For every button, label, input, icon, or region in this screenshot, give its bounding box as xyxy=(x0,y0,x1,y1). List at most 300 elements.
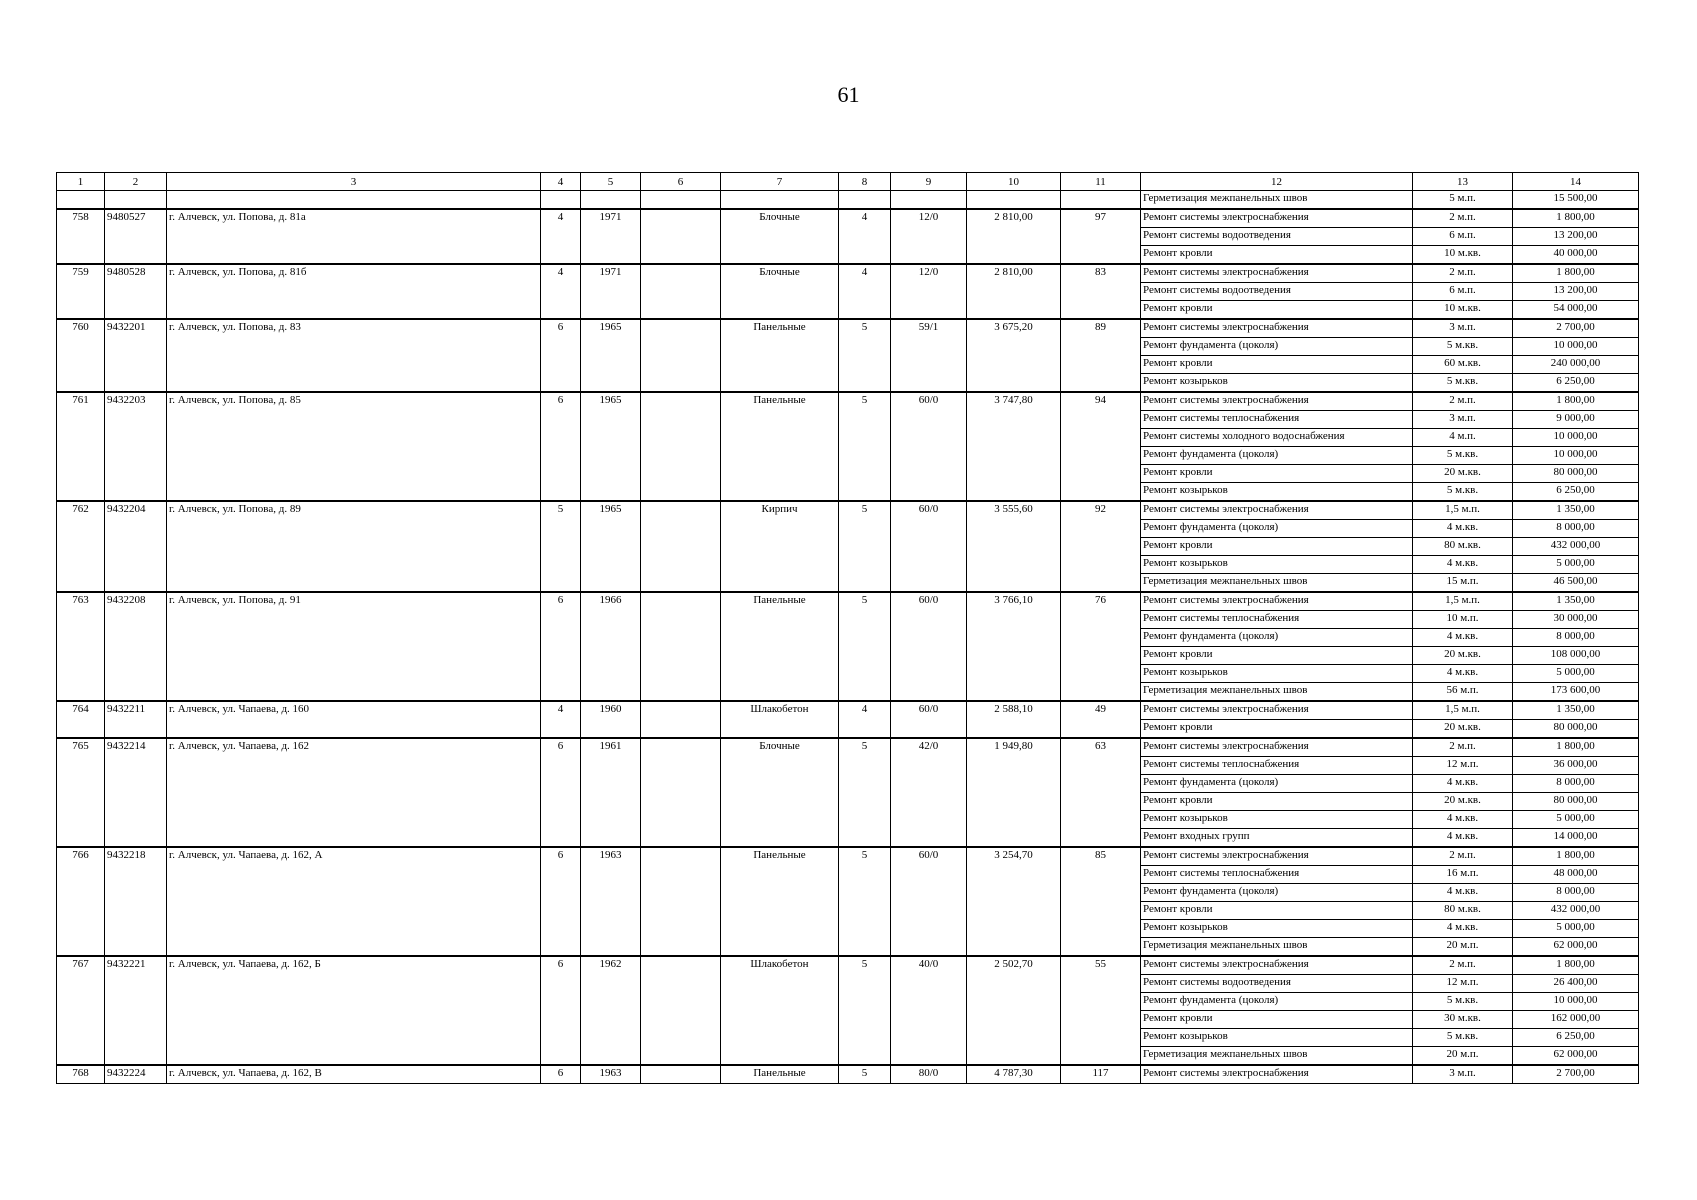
building-wall-material: Шлакобетон xyxy=(721,701,839,738)
building-floors: 5 xyxy=(839,847,891,956)
building-area: 3 747,80 xyxy=(967,392,1061,501)
building-col6-value xyxy=(641,701,721,738)
building-area: 2 810,00 xyxy=(967,264,1061,319)
work-cost: 13 200,00 xyxy=(1513,228,1639,246)
work-name: Ремонт козырьков xyxy=(1141,920,1413,938)
table-body xyxy=(57,191,1639,1084)
building-col9-value: 60/0 xyxy=(891,501,967,592)
building-number: 767 xyxy=(57,956,105,1065)
work-cost: 13 200,00 xyxy=(1513,283,1639,301)
column-header-8: 8 xyxy=(839,173,891,191)
work-cost: 36 000,00 xyxy=(1513,757,1639,775)
work-volume: 4 м.кв. xyxy=(1413,884,1513,902)
work-cost: 80 000,00 xyxy=(1513,720,1639,739)
building-floors: 5 xyxy=(839,501,891,592)
building-col6-value xyxy=(641,592,721,701)
work-name: Ремонт кровли xyxy=(1141,465,1413,483)
work-cost: 80 000,00 xyxy=(1513,465,1639,483)
building-number: 763 xyxy=(57,592,105,701)
building-year: 1971 xyxy=(581,264,641,319)
building-year: 1965 xyxy=(581,319,641,392)
work-cost: 10 000,00 xyxy=(1513,993,1639,1011)
work-name: Герметизация межпанельных швов xyxy=(1141,574,1413,593)
work-name: Ремонт системы водоотведения xyxy=(1141,975,1413,993)
table-row xyxy=(57,956,1639,975)
building-floors: 5 xyxy=(839,956,891,1065)
building-address: г. Алчевск, ул. Попова, д. 81а xyxy=(167,209,541,264)
column-header-1: 1 xyxy=(57,173,105,191)
building-year: 1965 xyxy=(581,392,641,501)
building-floors: 4 xyxy=(839,264,891,319)
work-cost: 8 000,00 xyxy=(1513,629,1639,647)
work-volume: 4 м.кв. xyxy=(1413,829,1513,848)
building-col9-value: 59/1 xyxy=(891,319,967,392)
work-volume: 3 м.п. xyxy=(1413,319,1513,338)
building-address: г. Алчевск, ул. Чапаева, д. 162, В xyxy=(167,1065,541,1084)
empty-cell xyxy=(57,191,105,210)
building-address: г. Алчевск, ул. Чапаева, д. 162 xyxy=(167,738,541,847)
building-address: г. Алчевск, ул. Попова, д. 89 xyxy=(167,501,541,592)
work-name: Ремонт кровли xyxy=(1141,647,1413,665)
building-col4-value: 4 xyxy=(541,264,581,319)
building-year: 1966 xyxy=(581,592,641,701)
building-col9-value: 60/0 xyxy=(891,392,967,501)
work-volume: 4 м.кв. xyxy=(1413,920,1513,938)
work-volume: 20 м.п. xyxy=(1413,1047,1513,1066)
building-col4-value: 6 xyxy=(541,847,581,956)
building-wall-material: Блочные xyxy=(721,209,839,264)
work-volume: 60 м.кв. xyxy=(1413,356,1513,374)
building-col6-value xyxy=(641,956,721,1065)
building-wall-material: Панельные xyxy=(721,1065,839,1084)
work-volume: 56 м.п. xyxy=(1413,683,1513,702)
column-header-10: 10 xyxy=(967,173,1061,191)
work-cost: 62 000,00 xyxy=(1513,1047,1639,1066)
work-name: Ремонт кровли xyxy=(1141,356,1413,374)
work-name: Герметизация межпанельных швов xyxy=(1141,191,1413,210)
building-col11-value: 83 xyxy=(1061,264,1141,319)
building-address: г. Алчевск, ул. Попова, д. 81б xyxy=(167,264,541,319)
work-name: Ремонт козырьков xyxy=(1141,1029,1413,1047)
work-volume: 5 м.кв. xyxy=(1413,1029,1513,1047)
work-volume: 20 м.кв. xyxy=(1413,720,1513,739)
work-name: Ремонт системы электроснабжения xyxy=(1141,392,1413,411)
work-volume: 15 м.п. xyxy=(1413,574,1513,593)
work-cost: 10 000,00 xyxy=(1513,447,1639,465)
building-code: 9432224 xyxy=(105,1065,167,1084)
work-name: Ремонт фундамента (цоколя) xyxy=(1141,993,1413,1011)
building-number: 768 xyxy=(57,1065,105,1084)
work-name: Ремонт системы теплоснабжения xyxy=(1141,611,1413,629)
building-col11-value: 117 xyxy=(1061,1065,1141,1084)
building-col4-value: 6 xyxy=(541,319,581,392)
building-address: г. Алчевск, ул. Чапаева, д. 160 xyxy=(167,701,541,738)
table-row xyxy=(57,592,1639,611)
building-code: 9432221 xyxy=(105,956,167,1065)
work-cost: 10 000,00 xyxy=(1513,338,1639,356)
work-name: Ремонт козырьков xyxy=(1141,483,1413,502)
building-wall-material: Панельные xyxy=(721,319,839,392)
building-floors: 5 xyxy=(839,319,891,392)
work-cost: 1 800,00 xyxy=(1513,956,1639,975)
work-cost: 1 800,00 xyxy=(1513,209,1639,228)
work-cost: 5 000,00 xyxy=(1513,665,1639,683)
empty-cell xyxy=(839,191,891,210)
work-volume: 10 м.кв. xyxy=(1413,301,1513,320)
building-wall-material: Кирпич xyxy=(721,501,839,592)
work-name: Ремонт кровли xyxy=(1141,246,1413,265)
table-row xyxy=(57,209,1639,228)
work-cost: 30 000,00 xyxy=(1513,611,1639,629)
column-header-2: 2 xyxy=(105,173,167,191)
work-volume: 4 м.кв. xyxy=(1413,556,1513,574)
building-area: 3 766,10 xyxy=(967,592,1061,701)
work-volume: 4 м.кв. xyxy=(1413,811,1513,829)
table-row xyxy=(57,264,1639,283)
work-name: Герметизация межпанельных швов xyxy=(1141,938,1413,957)
work-name: Ремонт системы электроснабжения xyxy=(1141,847,1413,866)
table-row xyxy=(57,501,1639,520)
building-code: 9432218 xyxy=(105,847,167,956)
work-name: Ремонт системы теплоснабжения xyxy=(1141,411,1413,429)
work-volume: 4 м.кв. xyxy=(1413,665,1513,683)
building-wall-material: Блочные xyxy=(721,738,839,847)
column-header-11: 11 xyxy=(1061,173,1141,191)
empty-cell xyxy=(967,191,1061,210)
work-cost: 9 000,00 xyxy=(1513,411,1639,429)
work-volume: 1,5 м.п. xyxy=(1413,501,1513,520)
empty-cell xyxy=(541,191,581,210)
work-name: Ремонт фундамента (цоколя) xyxy=(1141,338,1413,356)
work-volume: 5 м.кв. xyxy=(1413,374,1513,393)
empty-cell xyxy=(721,191,839,210)
work-cost: 5 000,00 xyxy=(1513,556,1639,574)
work-name: Ремонт фундамента (цоколя) xyxy=(1141,775,1413,793)
header-row xyxy=(57,173,1639,191)
work-name: Ремонт козырьков xyxy=(1141,665,1413,683)
table-row xyxy=(57,847,1639,866)
building-code: 9432208 xyxy=(105,592,167,701)
building-floors: 5 xyxy=(839,1065,891,1084)
empty-cell xyxy=(641,191,721,210)
work-volume: 12 м.п. xyxy=(1413,975,1513,993)
work-cost: 46 500,00 xyxy=(1513,574,1639,593)
building-area: 1 949,80 xyxy=(967,738,1061,847)
work-volume: 3 м.п. xyxy=(1413,411,1513,429)
column-header-6: 6 xyxy=(641,173,721,191)
work-volume: 16 м.п. xyxy=(1413,866,1513,884)
work-volume: 20 м.кв. xyxy=(1413,647,1513,665)
work-volume: 80 м.кв. xyxy=(1413,902,1513,920)
building-floors: 5 xyxy=(839,592,891,701)
building-col4-value: 5 xyxy=(541,501,581,592)
building-number: 760 xyxy=(57,319,105,392)
page-number: 61 xyxy=(837,82,860,107)
work-name: Ремонт системы электроснабжения xyxy=(1141,209,1413,228)
work-volume: 5 м.кв. xyxy=(1413,993,1513,1011)
building-col11-value: 92 xyxy=(1061,501,1141,592)
work-name: Ремонт кровли xyxy=(1141,301,1413,320)
building-year: 1960 xyxy=(581,701,641,738)
building-floors: 5 xyxy=(839,392,891,501)
work-name: Ремонт кровли xyxy=(1141,538,1413,556)
work-volume: 10 м.п. xyxy=(1413,611,1513,629)
work-cost: 1 800,00 xyxy=(1513,738,1639,757)
work-volume: 2 м.п. xyxy=(1413,209,1513,228)
column-header-3: 3 xyxy=(167,173,541,191)
work-cost: 1 350,00 xyxy=(1513,501,1639,520)
work-volume: 20 м.п. xyxy=(1413,938,1513,957)
empty-cell xyxy=(891,191,967,210)
work-volume: 3 м.п. xyxy=(1413,1065,1513,1084)
building-code: 9432203 xyxy=(105,392,167,501)
building-year: 1962 xyxy=(581,956,641,1065)
building-col4-value: 4 xyxy=(541,701,581,738)
building-number: 761 xyxy=(57,392,105,501)
work-volume: 4 м.кв. xyxy=(1413,520,1513,538)
work-name: Ремонт фундамента (цоколя) xyxy=(1141,520,1413,538)
building-col6-value xyxy=(641,392,721,501)
work-name: Герметизация межпанельных швов xyxy=(1141,683,1413,702)
work-volume: 4 м.кв. xyxy=(1413,775,1513,793)
building-number: 765 xyxy=(57,738,105,847)
building-year: 1963 xyxy=(581,847,641,956)
building-code: 9432214 xyxy=(105,738,167,847)
building-col4-value: 6 xyxy=(541,392,581,501)
building-col11-value: 94 xyxy=(1061,392,1141,501)
building-col6-value xyxy=(641,1065,721,1084)
building-wall-material: Панельные xyxy=(721,847,839,956)
work-cost: 8 000,00 xyxy=(1513,520,1639,538)
work-volume: 5 м.кв. xyxy=(1413,338,1513,356)
table-row xyxy=(57,1065,1639,1084)
column-header-5: 5 xyxy=(581,173,641,191)
building-col9-value: 12/0 xyxy=(891,264,967,319)
building-col9-value: 40/0 xyxy=(891,956,967,1065)
work-name: Ремонт системы электроснабжения xyxy=(1141,956,1413,975)
building-col11-value: 55 xyxy=(1061,956,1141,1065)
table-row xyxy=(57,191,1639,210)
empty-cell xyxy=(581,191,641,210)
building-year: 1961 xyxy=(581,738,641,847)
building-code: 9432201 xyxy=(105,319,167,392)
work-cost: 40 000,00 xyxy=(1513,246,1639,265)
work-volume: 1,5 м.п. xyxy=(1413,592,1513,611)
building-col11-value: 63 xyxy=(1061,738,1141,847)
building-col4-value: 6 xyxy=(541,592,581,701)
work-cost: 8 000,00 xyxy=(1513,884,1639,902)
building-col11-value: 76 xyxy=(1061,592,1141,701)
work-volume: 20 м.кв. xyxy=(1413,465,1513,483)
building-wall-material: Панельные xyxy=(721,592,839,701)
building-col4-value: 4 xyxy=(541,209,581,264)
work-volume: 4 м.п. xyxy=(1413,429,1513,447)
column-header-7: 7 xyxy=(721,173,839,191)
work-cost: 15 500,00 xyxy=(1513,191,1639,210)
work-cost: 2 700,00 xyxy=(1513,319,1639,338)
building-floors: 4 xyxy=(839,209,891,264)
building-address: г. Алчевск, ул. Чапаева, д. 162, Б xyxy=(167,956,541,1065)
work-volume: 10 м.кв. xyxy=(1413,246,1513,265)
repair-registry-table xyxy=(56,172,1639,1084)
building-col4-value: 6 xyxy=(541,956,581,1065)
work-name: Ремонт системы электроснабжения xyxy=(1141,592,1413,611)
work-volume: 6 м.п. xyxy=(1413,228,1513,246)
work-cost: 5 000,00 xyxy=(1513,920,1639,938)
work-volume: 2 м.п. xyxy=(1413,738,1513,757)
work-volume: 5 м.кв. xyxy=(1413,483,1513,502)
work-name: Ремонт системы электроснабжения xyxy=(1141,264,1413,283)
table-row xyxy=(57,392,1639,411)
building-col6-value xyxy=(641,847,721,956)
building-floors: 5 xyxy=(839,738,891,847)
work-name: Ремонт системы электроснабжения xyxy=(1141,1065,1413,1084)
work-name: Ремонт кровли xyxy=(1141,902,1413,920)
building-col11-value: 89 xyxy=(1061,319,1141,392)
work-volume: 5 м.п. xyxy=(1413,191,1513,210)
work-name: Ремонт фундамента (цоколя) xyxy=(1141,884,1413,902)
work-name: Ремонт системы водоотведения xyxy=(1141,228,1413,246)
building-col4-value: 6 xyxy=(541,1065,581,1084)
work-cost: 2 700,00 xyxy=(1513,1065,1639,1084)
work-cost: 1 350,00 xyxy=(1513,592,1639,611)
work-volume: 6 м.п. xyxy=(1413,283,1513,301)
work-volume: 80 м.кв. xyxy=(1413,538,1513,556)
building-code: 9432211 xyxy=(105,701,167,738)
building-area: 3 254,70 xyxy=(967,847,1061,956)
building-col9-value: 80/0 xyxy=(891,1065,967,1084)
building-number: 766 xyxy=(57,847,105,956)
work-volume: 2 м.п. xyxy=(1413,847,1513,866)
building-code: 9480528 xyxy=(105,264,167,319)
work-volume: 12 м.п. xyxy=(1413,757,1513,775)
building-number: 762 xyxy=(57,501,105,592)
column-header-12: 12 xyxy=(1141,173,1413,191)
work-name: Ремонт кровли xyxy=(1141,1011,1413,1029)
work-cost: 54 000,00 xyxy=(1513,301,1639,320)
work-volume: 1,5 м.п. xyxy=(1413,701,1513,720)
building-address: г. Алчевск, ул. Попова, д. 85 xyxy=(167,392,541,501)
work-name: Ремонт системы электроснабжения xyxy=(1141,738,1413,757)
work-name: Ремонт кровли xyxy=(1141,720,1413,739)
building-address: г. Алчевск, ул. Попова, д. 83 xyxy=(167,319,541,392)
building-col6-value xyxy=(641,738,721,847)
work-name: Ремонт системы теплоснабжения xyxy=(1141,866,1413,884)
building-col11-value: 97 xyxy=(1061,209,1141,264)
building-col6-value xyxy=(641,501,721,592)
work-name: Ремонт системы теплоснабжения xyxy=(1141,757,1413,775)
building-col9-value: 60/0 xyxy=(891,847,967,956)
work-name: Ремонт системы электроснабжения xyxy=(1141,319,1413,338)
work-cost: 1 800,00 xyxy=(1513,264,1639,283)
building-col9-value: 12/0 xyxy=(891,209,967,264)
empty-cell xyxy=(105,191,167,210)
building-number: 764 xyxy=(57,701,105,738)
building-code: 9432204 xyxy=(105,501,167,592)
building-address: г. Алчевск, ул. Чапаева, д. 162, А xyxy=(167,847,541,956)
building-area: 4 787,30 xyxy=(967,1065,1061,1084)
work-name: Ремонт фундамента (цоколя) xyxy=(1141,447,1413,465)
work-name: Ремонт козырьков xyxy=(1141,374,1413,393)
work-name: Ремонт фундамента (цоколя) xyxy=(1141,629,1413,647)
work-cost: 6 250,00 xyxy=(1513,483,1639,502)
building-wall-material: Блочные xyxy=(721,264,839,319)
empty-cell xyxy=(1061,191,1141,210)
building-col6-value xyxy=(641,264,721,319)
work-cost: 1 800,00 xyxy=(1513,847,1639,866)
column-header-9: 9 xyxy=(891,173,967,191)
work-name: Ремонт входных групп xyxy=(1141,829,1413,848)
work-name: Ремонт козырьков xyxy=(1141,556,1413,574)
table-row xyxy=(57,319,1639,338)
work-cost: 1 800,00 xyxy=(1513,392,1639,411)
work-cost: 162 000,00 xyxy=(1513,1011,1639,1029)
work-cost: 14 000,00 xyxy=(1513,829,1639,848)
work-name: Ремонт системы холодного водоснабжения xyxy=(1141,429,1413,447)
building-address: г. Алчевск, ул. Попова, д. 91 xyxy=(167,592,541,701)
work-cost: 62 000,00 xyxy=(1513,938,1639,957)
building-year: 1971 xyxy=(581,209,641,264)
building-floors: 4 xyxy=(839,701,891,738)
work-cost: 432 000,00 xyxy=(1513,902,1639,920)
work-volume: 20 м.кв. xyxy=(1413,793,1513,811)
building-wall-material: Панельные xyxy=(721,392,839,501)
work-cost: 432 000,00 xyxy=(1513,538,1639,556)
building-col6-value xyxy=(641,209,721,264)
work-cost: 10 000,00 xyxy=(1513,429,1639,447)
building-area: 3 675,20 xyxy=(967,319,1061,392)
work-volume: 5 м.кв. xyxy=(1413,447,1513,465)
work-name: Ремонт козырьков xyxy=(1141,811,1413,829)
column-header-4: 4 xyxy=(541,173,581,191)
work-volume: 4 м.кв. xyxy=(1413,629,1513,647)
work-volume: 2 м.п. xyxy=(1413,264,1513,283)
work-name: Герметизация межпанельных швов xyxy=(1141,1047,1413,1066)
work-cost: 26 400,00 xyxy=(1513,975,1639,993)
building-number: 758 xyxy=(57,209,105,264)
building-area: 2 502,70 xyxy=(967,956,1061,1065)
work-cost: 48 000,00 xyxy=(1513,866,1639,884)
building-col9-value: 60/0 xyxy=(891,592,967,701)
work-cost: 240 000,00 xyxy=(1513,356,1639,374)
building-col6-value xyxy=(641,319,721,392)
work-cost: 5 000,00 xyxy=(1513,811,1639,829)
work-volume: 2 м.п. xyxy=(1413,392,1513,411)
building-col4-value: 6 xyxy=(541,738,581,847)
building-area: 2 810,00 xyxy=(967,209,1061,264)
building-year: 1963 xyxy=(581,1065,641,1084)
table-row xyxy=(57,738,1639,757)
work-cost: 8 000,00 xyxy=(1513,775,1639,793)
work-name: Ремонт кровли xyxy=(1141,793,1413,811)
table-row xyxy=(57,701,1639,720)
table-header xyxy=(57,173,1639,191)
building-year: 1965 xyxy=(581,501,641,592)
building-col11-value: 49 xyxy=(1061,701,1141,738)
building-col9-value: 42/0 xyxy=(891,738,967,847)
building-number: 759 xyxy=(57,264,105,319)
work-name: Ремонт системы водоотведения xyxy=(1141,283,1413,301)
work-cost: 80 000,00 xyxy=(1513,793,1639,811)
work-volume: 2 м.п. xyxy=(1413,956,1513,975)
column-header-13: 13 xyxy=(1413,173,1513,191)
empty-cell xyxy=(167,191,541,210)
building-wall-material: Шлакобетон xyxy=(721,956,839,1065)
work-name: Ремонт системы электроснабжения xyxy=(1141,501,1413,520)
work-cost: 173 600,00 xyxy=(1513,683,1639,702)
work-volume: 30 м.кв. xyxy=(1413,1011,1513,1029)
building-area: 2 588,10 xyxy=(967,701,1061,738)
